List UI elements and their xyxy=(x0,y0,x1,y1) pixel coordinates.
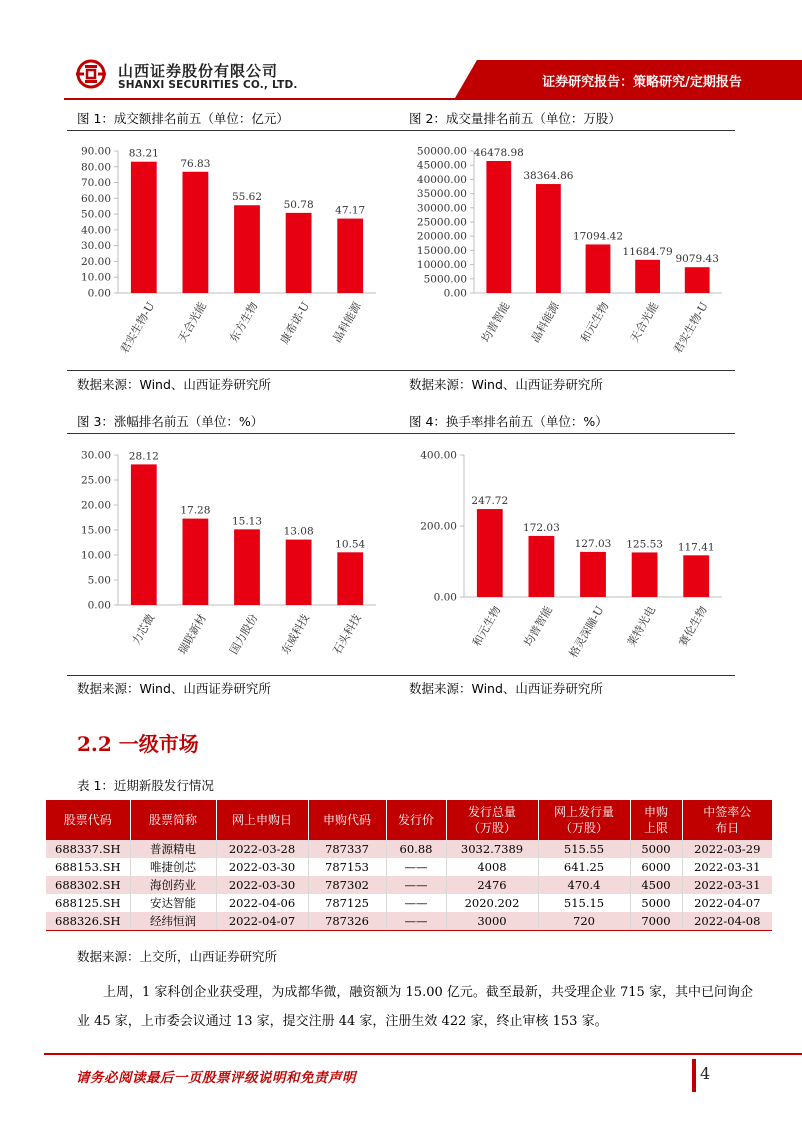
y-tick-label: 40000.00 xyxy=(416,173,467,186)
figure-2-source: 数据来源：Wind、山西证券研究所 xyxy=(409,377,603,392)
table-cell: —— xyxy=(386,858,446,876)
x-category-label: 和元生物 xyxy=(470,604,504,649)
table-cell: 唯捷创芯 xyxy=(130,858,216,876)
table-header-cell: 股票简称 xyxy=(130,800,216,840)
y-tick-label: 0.00 xyxy=(87,287,111,300)
bar xyxy=(683,555,709,597)
bar xyxy=(337,219,363,293)
y-tick-label: 45000.00 xyxy=(416,159,467,172)
bar xyxy=(635,260,660,293)
y-tick-label: 5000.00 xyxy=(423,273,467,286)
y-tick-label: 5.00 xyxy=(87,574,111,587)
y-tick-label: 60.00 xyxy=(80,192,111,205)
x-category-label: 君实生物-U xyxy=(670,300,711,356)
chart-price-gain xyxy=(66,437,391,671)
table-cell: 海创药业 xyxy=(130,876,216,894)
data-label: 76.83 xyxy=(180,157,211,170)
table-1-source: 数据来源：上交所，山西证券研究所 xyxy=(77,949,278,964)
y-tick-label: 30.00 xyxy=(80,449,111,462)
figure-row-2-bottom-rule xyxy=(67,675,735,676)
section-heading: 2.2 一级市场 xyxy=(77,732,199,756)
y-tick-label: 70.00 xyxy=(80,177,111,190)
bar xyxy=(131,464,157,605)
bar xyxy=(580,552,606,597)
chart-trading-volume xyxy=(402,135,737,365)
y-tick-label: 0.00 xyxy=(433,591,457,604)
y-tick-label: 35000.00 xyxy=(416,188,467,201)
table-cell: 2022-04-06 xyxy=(216,894,308,912)
table-cell: 2022-04-07 xyxy=(682,894,772,912)
data-label: 9079.43 xyxy=(675,253,719,266)
figure-1-title: 图 1：成交额排名前五（单位：亿元） xyxy=(77,111,289,126)
x-category-label: 瑞联新材 xyxy=(175,612,209,657)
y-tick-label: 20.00 xyxy=(80,255,111,268)
table-cell: 2020.202 xyxy=(446,894,538,912)
y-tick-label: 90.00 xyxy=(80,145,111,158)
data-label: 125.53 xyxy=(626,538,663,551)
data-label: 38364.86 xyxy=(523,170,574,183)
page-number: 4 xyxy=(700,1064,711,1083)
bar xyxy=(131,162,157,293)
figure-row-2-top-rule xyxy=(67,433,735,434)
bar xyxy=(486,161,511,293)
table-cell: 787302 xyxy=(308,876,386,894)
bar xyxy=(632,552,658,597)
y-tick-label: 400.00 xyxy=(420,449,457,462)
figure-4-title: 图 4：换手率排名前五（单位：%） xyxy=(409,414,608,429)
data-label: 13.08 xyxy=(283,525,314,538)
company-name-cn: 山西证券股份有限公司 xyxy=(118,62,279,80)
table-cell: 4008 xyxy=(446,858,538,876)
table-cell: 2022-03-30 xyxy=(216,876,308,894)
table-cell: 2476 xyxy=(446,876,538,894)
table-cell: 5000 xyxy=(630,840,682,858)
table-cell: 470.4 xyxy=(538,876,630,894)
table-cell: 2022-03-30 xyxy=(216,858,308,876)
table-cell: 2022-04-07 xyxy=(216,912,308,931)
bar xyxy=(477,509,503,597)
table-header-cell: 中签率公 布日 xyxy=(682,800,772,840)
table-cell: 688302.SH xyxy=(46,876,130,894)
table-cell: —— xyxy=(386,876,446,894)
y-tick-label: 20000.00 xyxy=(416,230,467,243)
table-cell: 2022-03-31 xyxy=(682,858,772,876)
data-label: 28.12 xyxy=(128,450,159,463)
table-row xyxy=(46,840,772,858)
data-label: 55.62 xyxy=(231,191,263,204)
table-cell: 720 xyxy=(538,912,630,931)
table-header-cell: 申购代码 xyxy=(308,800,386,840)
x-category-label: 赛伦生物 xyxy=(676,604,710,649)
bar xyxy=(529,536,555,597)
figure-3-title: 图 3：涨幅排名前五（单位：%） xyxy=(77,414,264,429)
bar xyxy=(286,540,312,605)
y-tick-label: 15.00 xyxy=(80,524,111,537)
x-category-label: 东方生物 xyxy=(227,300,261,345)
data-label: 47.17 xyxy=(335,204,366,217)
x-category-label: 天合光能 xyxy=(627,300,662,345)
bar xyxy=(685,267,710,293)
table-cell: 3000 xyxy=(446,912,538,931)
data-label: 10.54 xyxy=(335,538,366,551)
data-label: 11684.79 xyxy=(622,245,673,258)
bar xyxy=(286,213,312,293)
figure-row-1-top-rule xyxy=(67,130,735,131)
x-category-label: 和元生物 xyxy=(578,300,612,345)
data-label: 172.03 xyxy=(523,521,560,534)
y-tick-label: 0.00 xyxy=(87,599,111,612)
table-cell: 3032.7389 xyxy=(446,840,538,858)
y-tick-label: 0.00 xyxy=(443,287,467,300)
data-label: 127.03 xyxy=(574,537,612,550)
x-category-label: 均普智能 xyxy=(479,300,513,345)
y-tick-label: 50000.00 xyxy=(416,145,467,158)
data-label: 17.28 xyxy=(180,504,211,517)
x-category-label: 康希诺-U xyxy=(277,300,313,347)
x-category-label: 力芯微 xyxy=(129,612,158,648)
y-tick-label: 10.00 xyxy=(80,549,111,562)
x-category-label: 石头科技 xyxy=(330,612,364,657)
table-row xyxy=(46,912,772,931)
bar xyxy=(183,519,209,605)
table-row xyxy=(46,876,772,894)
y-tick-label: 50.00 xyxy=(80,208,111,221)
ipo-table xyxy=(46,800,772,931)
data-label: 83.21 xyxy=(128,147,159,160)
x-category-label: 晶科能源 xyxy=(330,300,364,345)
table-cell: 688326.SH xyxy=(46,912,130,931)
figure-3-source: 数据来源：Wind、山西证券研究所 xyxy=(77,681,271,696)
data-label: 117.41 xyxy=(677,541,715,554)
table-header-cell: 网上申购日 xyxy=(216,800,308,840)
table-cell: 2022-04-08 xyxy=(682,912,772,931)
data-label: 17094.42 xyxy=(572,230,624,243)
table-header-cell: 发行总量 （万股） xyxy=(446,800,538,840)
figure-2-title: 图 2：成交量排名前五（单位：万股） xyxy=(409,111,621,126)
y-tick-label: 20.00 xyxy=(80,499,111,512)
y-tick-label: 200.00 xyxy=(420,520,457,533)
table-cell: 787125 xyxy=(308,894,386,912)
x-category-label: 东威科技 xyxy=(278,612,313,657)
figure-row-1-bottom-rule xyxy=(67,370,735,371)
table-cell: 经纬恒润 xyxy=(130,912,216,931)
x-category-label: 天合光能 xyxy=(175,300,209,345)
bar xyxy=(586,244,611,293)
table-cell: 安达智能 xyxy=(130,894,216,912)
table-cell: 688153.SH xyxy=(46,858,130,876)
bar xyxy=(234,529,260,605)
bar xyxy=(183,172,209,293)
table-header-cell: 网上发行量 （万股） xyxy=(538,800,630,840)
data-label: 15.13 xyxy=(231,515,263,528)
y-tick-label: 25.00 xyxy=(80,474,111,487)
y-tick-label: 10.00 xyxy=(80,271,111,284)
table-cell: 60.88 xyxy=(386,840,446,858)
report-type-title: 证券研究报告：策略研究/定期报告 xyxy=(542,75,742,90)
table-header-cell: 发行价 xyxy=(386,800,446,840)
data-label: 50.78 xyxy=(283,198,314,211)
table-cell: 787326 xyxy=(308,912,386,931)
y-tick-label: 10000.00 xyxy=(416,259,467,272)
y-tick-label: 15000.00 xyxy=(416,244,467,257)
table-cell: 2022-03-29 xyxy=(682,840,772,858)
table-cell: 7000 xyxy=(630,912,682,931)
table-1-title: 表 1：近期新股发行情况 xyxy=(77,778,214,793)
x-category-label: 格灵深瞳-U xyxy=(566,604,607,660)
y-tick-label: 25000.00 xyxy=(416,216,467,229)
x-category-label: 君实生物-U xyxy=(117,300,158,356)
chart-turnover-value xyxy=(66,135,391,365)
x-category-label: 国力股份 xyxy=(227,612,261,657)
table-row xyxy=(46,858,772,876)
header-divider xyxy=(64,98,802,100)
chart-turnover-rate xyxy=(402,437,737,671)
table-cell: 515.15 xyxy=(538,894,630,912)
company-logo-icon xyxy=(76,59,106,89)
table-cell: —— xyxy=(386,912,446,931)
y-tick-label: 30000.00 xyxy=(416,202,467,215)
table-cell: 688337.SH xyxy=(46,840,130,858)
table-cell: 2022-03-31 xyxy=(682,876,772,894)
bar xyxy=(536,184,561,293)
table-cell: 641.25 xyxy=(538,858,630,876)
x-category-label: 莱特光电 xyxy=(624,604,659,649)
table-cell: 688125.SH xyxy=(46,894,130,912)
table-header-cell: 股票代码 xyxy=(46,800,130,840)
table-header-cell: 申购 上限 xyxy=(630,800,682,840)
body-paragraph: 上周，1 家科创企业获受理，为成都华微，融资额为 15.00 亿元。截至最新，共受理企业 715 家，其中已问询企业 45 家，上市委会议通过 13 家，提交注册 44 家，注册生效 422 家，终止审核 153 家。 xyxy=(77,985,753,1029)
data-label: 247.72 xyxy=(471,495,509,508)
table-cell: 515.55 xyxy=(538,840,630,858)
bar xyxy=(234,205,260,293)
x-category-label: 晶科能源 xyxy=(528,300,562,345)
company-name-en: SHANXI SECURITIES CO., LTD. xyxy=(118,79,298,91)
table-cell: 2022-03-28 xyxy=(216,840,308,858)
bar xyxy=(337,552,363,605)
table-cell: 787337 xyxy=(308,840,386,858)
table-cell: —— xyxy=(386,894,446,912)
table-cell: 普源精电 xyxy=(130,840,216,858)
table-cell: 5000 xyxy=(630,894,682,912)
data-label: 46478.98 xyxy=(473,146,524,159)
figure-1-source: 数据来源：Wind、山西证券研究所 xyxy=(77,377,271,392)
table-cell: 787153 xyxy=(308,858,386,876)
figure-4-source: 数据来源：Wind、山西证券研究所 xyxy=(409,681,603,696)
y-tick-label: 40.00 xyxy=(80,224,111,237)
table-row xyxy=(46,894,772,912)
table-header-row xyxy=(46,800,772,840)
footer-divider xyxy=(44,1053,802,1055)
disclaimer-note: 请务必阅读最后一页股票评级说明和免责声明 xyxy=(76,1070,356,1086)
y-tick-label: 30.00 xyxy=(80,240,111,253)
y-tick-label: 80.00 xyxy=(80,161,111,174)
table-cell: 4500 xyxy=(630,876,682,894)
x-category-label: 均普智能 xyxy=(521,604,555,649)
table-cell: 6000 xyxy=(630,858,682,876)
